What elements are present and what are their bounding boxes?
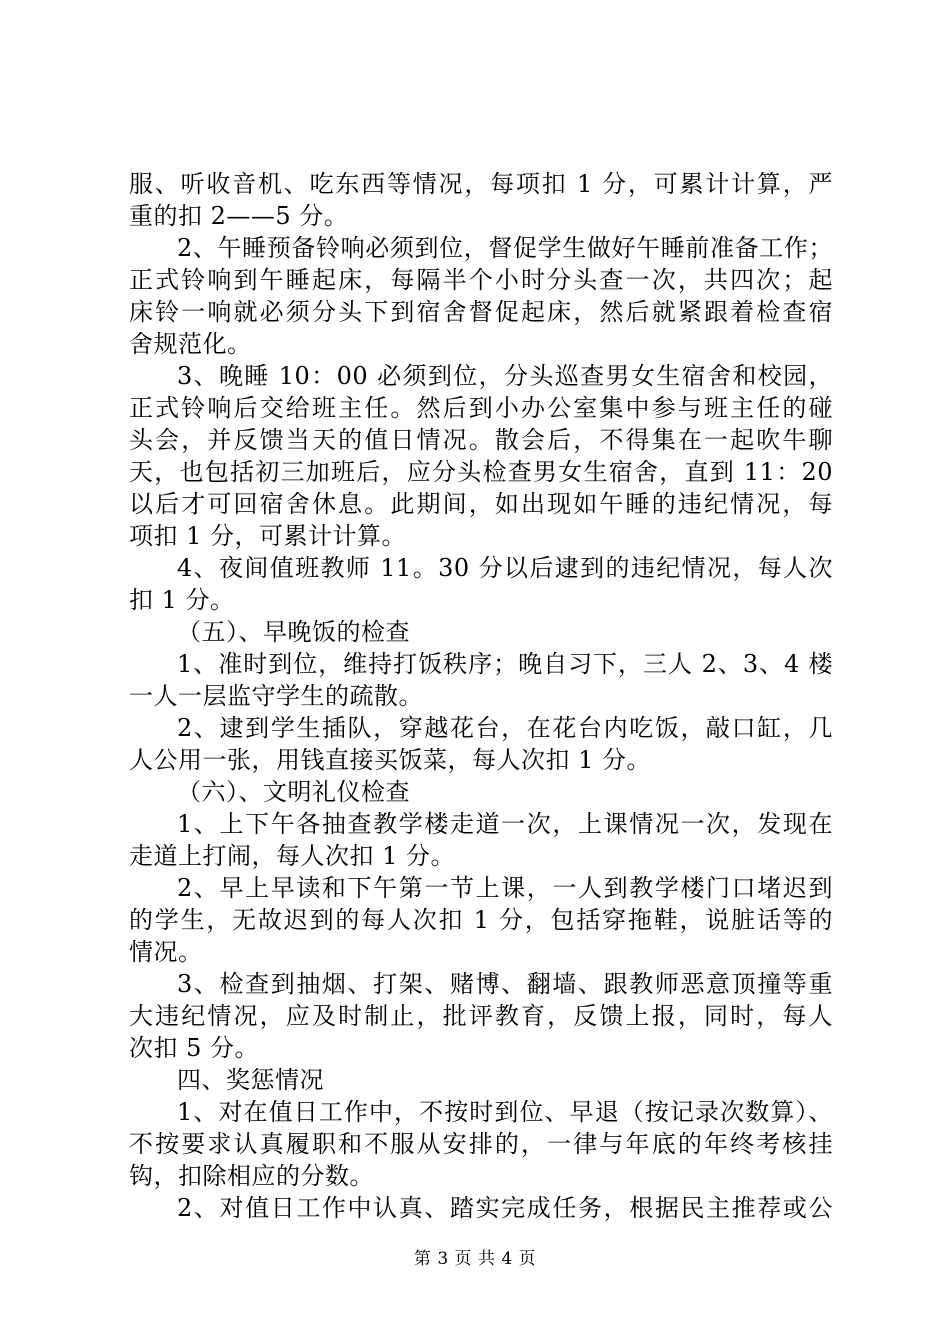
text-line: 2、午睡预备铃响必须到位，督促学生做好午睡前准备工作； [177,234,833,262]
text-line: 钩，扣除相应的分数。 [129,1162,374,1190]
text-line: 舍规范化。 [129,330,252,358]
text-line: 2、早上早读和下午第一节上课，一人到教学楼门口堵迟到 [177,874,833,902]
text-line: 天，也包括初三加班后，应分头检查男女生宿舍，直到 11：20 [129,458,833,486]
text-line: 服、听收音机、吃东西等情况，每项扣 1 分，可累计计算，严 [129,170,833,198]
text-line: 正式铃响到午睡起床，每隔半个小时分头查一次，共四次；起 [129,266,833,294]
text-line: 床铃一响就必须分头下到宿舍督促起床，然后就紧跟着检查宿 [129,298,833,326]
text-line: 情况。 [129,938,203,966]
text-line: 1、准时到位，维持打饭秩序；晚自习下，三人 2、3、4 楼 [177,650,833,678]
text-line: （六）、文明礼仪检查 [177,778,410,806]
text-line: 一人一层监守学生的疏散。 [129,682,423,710]
text-line: 重的扣 2——5 分。 [129,202,349,230]
text-line: 4、夜间值班教师 11。30 分以后逮到的违纪情况，每人次 [177,554,833,582]
text-line: 走道上打闹，每人次扣 1 分。 [129,842,456,870]
document-body [129,168,833,1224]
text-line: 2、对值日工作中认真、踏实完成任务，根据民主推荐或公 [177,1194,833,1222]
text-line: 四、奖惩情况 [177,1066,324,1094]
text-line: 头会，并反馈当天的值日情况。散会后，不得集在一起吹牛聊 [129,426,833,454]
text-line: （五）、早晚饭的检查 [177,618,410,646]
text-line: 3、晚睡 10：00 必须到位，分头巡查男女生宿舍和校园， [177,362,833,390]
text-line: 1、上下午各抽查教学楼走道一次，上课情况一次，发现在 [177,810,833,838]
page-footer: 第 3 页 共 4 页 [413,1249,537,1269]
text-line: 1、对在值日工作中，不按时到位、早退（按记录次数算）、 [177,1098,833,1126]
text-line: 以后才可回宿舍休息。此期间，如出现如午睡的违纪情况，每 [129,490,833,518]
text-line: 人公用一张，用钱直接买饭菜，每人次扣 1 分。 [129,746,652,774]
text-line: 的学生，无故迟到的每人次扣 1 分，包括穿拖鞋，说脏话等的 [129,906,833,934]
text-line: 项扣 1 分，可累计计算。 [129,522,407,550]
text-line: 大违纪情况，应及时制止，批评教育，反馈上报，同时，每人 [129,1002,833,1030]
text-line: 2、逮到学生插队，穿越花台，在花台内吃饭，敲口缸，几 [177,714,833,742]
text-line: 次扣 5 分。 [129,1034,260,1062]
text-line: 3、检查到抽烟、打架、赌博、翻墙、跟教师恶意顶撞等重 [177,970,833,998]
text-line: 不按要求认真履职和不服从安排的，一律与年底的年终考核挂 [129,1130,833,1158]
text-line: 扣 1 分。 [129,586,235,614]
text-line: 正式铃响后交给班主任。然后到小办公室集中参与班主任的碰 [129,394,833,422]
